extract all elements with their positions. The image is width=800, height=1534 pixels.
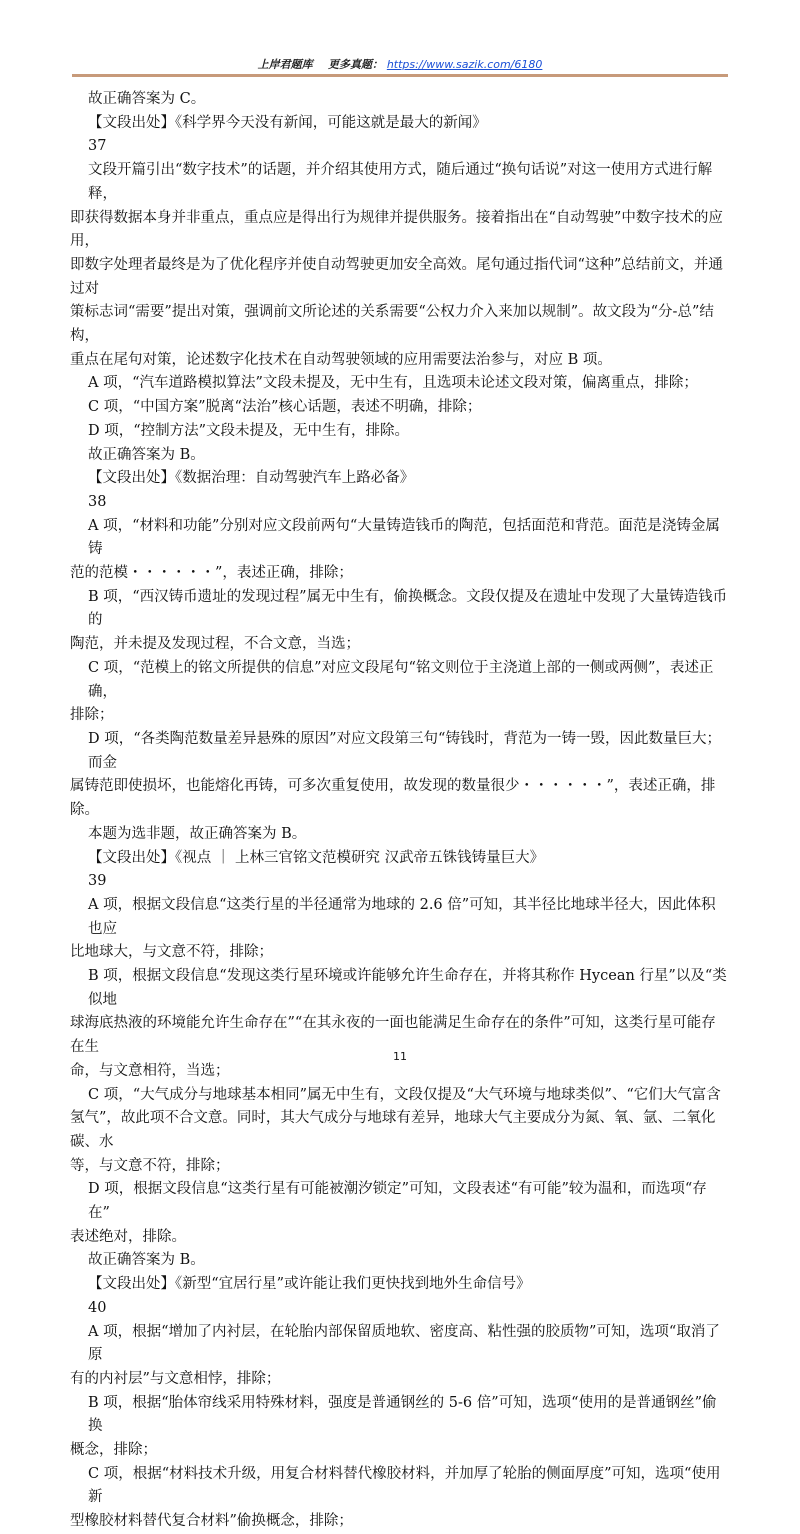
text-line: 陶范，并未提及发现过程，不合文意，当选；: [70, 636, 360, 653]
text-line: 比地球大，与文意不符，排除；: [70, 944, 273, 961]
text-line: 本题为选非题，故正确答案为 B。: [88, 825, 307, 842]
text-line: C 项，根据“材料技术升级，用复合材料替代橡胶材料，并加厚了轮胎的侧面厚度”可知，选项“使用新: [88, 1465, 721, 1506]
text-line: D 项，“各类陶范数量差异悬殊的原因”对应文段第三句“铸钱时，背范为一铸一毁，因此数量巨大；而金: [88, 730, 721, 771]
text-line: B 项，根据“胎体帘线采用特殊材料，强度是普通钢丝的 5-6 倍”可知，选项“使用的是普通钢丝”偷换: [88, 1394, 717, 1435]
text-line: 【文段出处】《科学界今天没有新闻，可能这就是最大的新闻》: [88, 114, 487, 131]
text-line: 有的内衬层”与文意相悖，排除；: [70, 1370, 281, 1387]
text-line: 型橡胶材料替代复合材料”偷换概念，排除；: [70, 1513, 353, 1530]
text-line: 重点在尾句对策，论述数字化技术在自动驾驶领域的应用需要法治参与，对应 B 项。: [70, 351, 612, 368]
text-line: 球海底热液的环境能允许生命存在”“在其永夜的一面也能满足生命存在的条件”可知，这类行星可能存在生: [70, 1015, 716, 1056]
text-line: 命，与文意相符，当选；: [70, 1062, 230, 1079]
page-header: [0, 56, 800, 72]
text-line: A 项，“汽车道路模拟算法”文段未提及，无中生有，且选项未论述文段对策，偏离重点，排除；: [88, 375, 698, 392]
text-line: 等，与文意不符，排除；: [70, 1157, 230, 1174]
text-line: 策标志词“需要”提出对策，强调前文所论述的关系需要“公权力介入来加以规制”。故文段为“分-总”结构，: [70, 304, 714, 345]
text-line: C 项，“大气成分与地球基本相同”属无中生有，文段仅提及“大气环境与地球类似”、“它们大气富含: [88, 1086, 721, 1103]
text-line: 【文段出处】《新型“宜居行星”或许能让我们更快找到地外生命信号》: [88, 1276, 531, 1293]
text-line: B 项，根据文段信息“发现这类行星环境或许能够允许生命存在，并将其称作 Hycean 行星”以及“类似地: [88, 968, 727, 1008]
text-line: D 项，“控制方法”文段未提及，无中生有，排除。: [88, 422, 410, 439]
page-number: 11: [393, 1050, 407, 1063]
text-line: 表述绝对，排除。: [70, 1228, 186, 1245]
question-number: 39: [88, 873, 107, 890]
question-number: 37: [88, 138, 107, 155]
text-line: C 项，“中国方案”脱离“法治”核心话题，表述不明确，排除；: [88, 399, 482, 416]
text-line: 概念，排除；: [70, 1442, 157, 1459]
text-line: A 项，“材料和功能”分别对应文段前两句“大量铸造钱币的陶范，包括面范和背范。面范是浇铸金属铸: [88, 517, 720, 558]
text-line: D 项，根据文段信息“这类行星有可能被潮汐锁定”可知，文段表述“有可能”较为温和，而选项“存在”: [88, 1181, 707, 1222]
text-line: A 项，根据文段信息“这类行星的半径通常为地球的 2.6 倍”可知，其半径比地球半径大，因此体积也应: [88, 896, 716, 937]
header-link[interactable]: https://www.sazik.com/6180: [386, 58, 543, 71]
text-line: 【文段出处】《视点 ｜ 上林三官铭文范模研究 汉武帝五铢钱铸量巨大》: [88, 849, 545, 866]
header-site-label: 上岸君题库: [257, 58, 313, 71]
text-line: 故正确答案为 C。: [88, 91, 206, 107]
document-body: [70, 88, 728, 1534]
text-line: 【文段出处】《数据治理：自动驾驶汽车上路必备》: [88, 470, 415, 487]
text-line: 排除；: [70, 707, 114, 724]
question-number: 40: [88, 1299, 107, 1316]
text-line: A 项，根据“增加了内衬层，在轮胎内部保留质地软、密度高、粘性强的胶质物”可知，选项“取消了原: [88, 1323, 720, 1364]
text-line: 故正确答案为 B。: [88, 1252, 205, 1269]
text-line: 故正确答案为 B。: [88, 446, 205, 463]
header-rule: [72, 74, 728, 77]
text-line: 即数字处理者最终是为了优化程序并使自动驾驶更加安全高效。尾句通过指代词“这种”总结前文，并通过对: [70, 256, 723, 297]
text-line: 文段开篇引出“数字技术”的话题，并介绍其使用方式，随后通过“换句话说”对这一使用方式进行解释，: [88, 162, 713, 202]
text-line: B 项，“西汉铸币遗址的发现过程”属无中生有，偷换概念。文段仅提及在遗址中发现了大量铸造钱币的: [88, 588, 728, 629]
header-more-label: 更多真题：: [327, 58, 383, 71]
text-line: 范的范模・・・・・・”，表述正确，排除；: [70, 565, 353, 582]
text-line: 氢气”，故此项不合文意。同时，其大气成分与地球有差异，地球大气主要成分为氮、氧、氩、二氧化碳、水: [70, 1110, 716, 1150]
text-line: 即获得数据本身并非重点，重点应是得出行为规律并提供服务。接着指出在“自动驾驶”中数字技术的应用，: [70, 209, 723, 250]
text-line: C 项，“范模上的铭文所提供的信息”对应文段尾句“铭文则位于主浇道上部的一侧或两侧”，表述正确，: [88, 659, 714, 700]
text-line: 属铸范即使损坏，也能熔化再铸，可多次重复使用，故发现的数量很少・・・・・・”，表述正确，排除。: [70, 778, 716, 819]
question-number: 38: [88, 493, 107, 510]
